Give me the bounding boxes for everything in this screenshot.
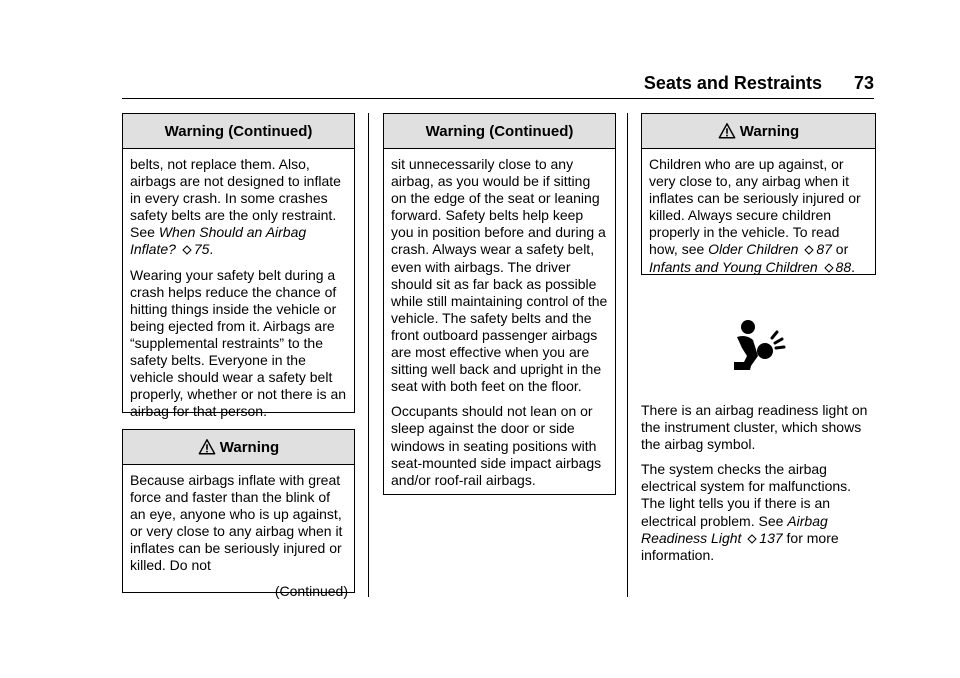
- warning-triangle-icon: [198, 438, 216, 456]
- warning-text: Occupants should not lean on or sleep against the door or side windows in seating positions with seat-mounted side impact airbags and/or roof-rail airbags.: [391, 403, 602, 488]
- warning-box-body: [123, 465, 354, 606]
- warning-box-body: belts, not replace them. Also, airbags are not designed to inflate in every crash. In some crashes safety belts are the only restraint. See When Should an Airbag Inflate? 75. Wearing your safety belt during a crash helps reduce the chance of hitting things inside the vehicle or being ejected from it. Airbags are “supplemental restraints” to the safety belts. Everyone in the vehicle should wear a safety belt properly, whether or not there is an airbag for that person.: [130, 156, 347, 420]
- warning-box-title: Warning (Continued): [123, 114, 354, 149]
- cross-reference-link[interactable]: Older Children: [708, 241, 799, 258]
- warning-text: belts, not replace them. Also, airbags are not designed to inflate in every crash. In some crashes safety belts are the only restraint. See: [130, 156, 341, 241]
- column-divider-2: [627, 113, 628, 597]
- warning-continued-box-1: [122, 113, 355, 420]
- paragraph: The system checks the airbag electrical system for malfunctions. The light tells you if there is an electrical problem. See Airbag Readiness Light 137 for more information.: [641, 461, 852, 563]
- warning-text: Because airbags inflate with great force and faster than the blink of an eye, anyone who is up against, or very close to any airbag when it inflates can be seriously injured or killed. Do not: [130, 472, 343, 574]
- page-ref-icon: [747, 534, 757, 544]
- warning-box-body: [384, 149, 615, 495]
- warning-triangle-icon: [718, 122, 736, 140]
- page-header: [122, 68, 874, 99]
- warning-box-title: Warning: [123, 430, 354, 465]
- body-text: [641, 402, 876, 572]
- cross-reference-link[interactable]: Airbag Readiness Light: [641, 512, 828, 546]
- warning-text: Children who are up against, or very close to, any airbag when it inflates can be seriously injured or killed. Always secure children properly in the vehicle. To read how, see: [649, 156, 861, 258]
- page-ref-icon: [182, 245, 192, 255]
- cross-reference-link[interactable]: When Should an Airbag Inflate?: [130, 224, 307, 258]
- warning-box-2: [122, 429, 355, 599]
- airbag-readiness-icon: [732, 318, 786, 372]
- cross-reference-link[interactable]: Infants and Young Children: [649, 258, 818, 275]
- warning-box-4: [641, 113, 876, 275]
- column-divider-1: [368, 113, 369, 597]
- warning-text: sit unnecessarily close to any airbag, as you would be if sitting on the edge of the seat or leaning forward. Safety belts help keep you in position before and during a crash. Always wear a safety belt, even with airbags. The driver should sit as far back as possible while still maintaining control of the vehicle. The safety belts and the front outboard passenger airbags are most effective when you are sitting well back and upright in the seat with both feet on the floor.: [391, 156, 608, 395]
- warning-box-title: Warning: [642, 114, 875, 149]
- paragraph: There is an airbag readiness light on the instrument cluster, which shows the airbag symbol.: [641, 402, 868, 453]
- page-reference[interactable]: 75: [193, 241, 210, 258]
- section-title: Seats and Restraints: [643, 72, 822, 93]
- page-reference[interactable]: 137: [759, 529, 783, 546]
- continued-label: (Continued): [274, 582, 348, 599]
- page-number: 73: [853, 72, 874, 93]
- page-reference[interactable]: 87: [816, 241, 832, 258]
- warning-text: Wearing your safety belt during a crash helps reduce the chance of hitting things inside the vehicle or being ejected from it. Airbags are “supplemental restraints” to the safety belts. Everyone in the vehicle should wear a safety belt properly, whether or not there is an airbag for that person.: [130, 266, 347, 420]
- page-ref-icon: [804, 245, 814, 255]
- warning-box-title: Warning (Continued): [384, 114, 615, 149]
- page-reference[interactable]: 88: [835, 258, 852, 275]
- warning-box-body: Children who are up against, or very close to, any airbag when it inflates can be seriously injured or killed. Always secure children properly in the vehicle. To read how, see Older Children 87 or Infants and Young Children 88.: [649, 156, 861, 275]
- page-ref-icon: [824, 263, 834, 273]
- warning-continued-box-3: [383, 113, 616, 495]
